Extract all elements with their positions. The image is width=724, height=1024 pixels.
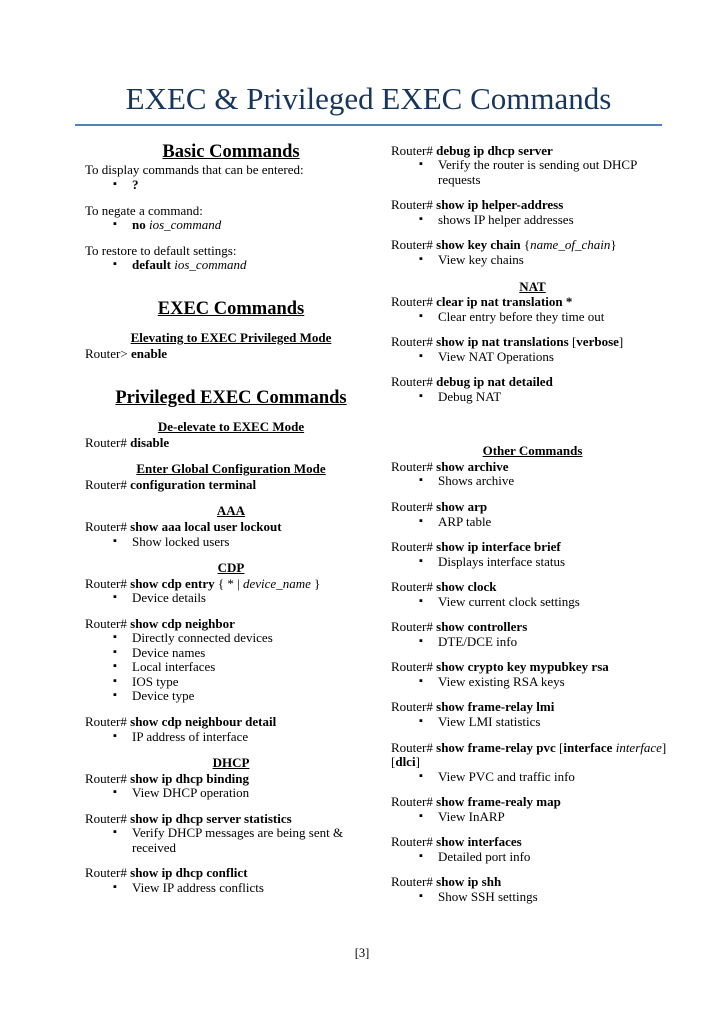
command-text: interface [615, 739, 662, 755]
command-text: show frame-realy map [436, 794, 561, 810]
command-text: show controllers [436, 619, 528, 635]
bullet-text: Displays interface status [438, 553, 566, 569]
command-line [85, 866, 377, 881]
command-text: Router# [85, 575, 131, 591]
bullet-list [391, 770, 674, 785]
command-line [391, 580, 674, 595]
command-text: Router# [391, 294, 437, 310]
command-block [391, 460, 674, 489]
bullet-text: Verify the router is sending out DHCP requests [438, 157, 637, 187]
command-block [391, 500, 674, 529]
page-number: [3] [354, 946, 370, 960]
command-text: verbose [576, 334, 619, 350]
command-text: { * | [217, 575, 243, 591]
command-text: name_of_chain [530, 237, 611, 253]
heading-text: Privileged EXEC Commands [115, 387, 347, 408]
command-block [391, 335, 674, 364]
bullet-list [391, 350, 674, 365]
bullet-list [391, 635, 674, 650]
command-line [391, 460, 674, 475]
heading-text: CDP [217, 560, 245, 576]
bullet-text: View IP address conflicts [132, 879, 264, 895]
command-block [85, 866, 377, 895]
command-line [391, 335, 674, 350]
command-text: { [523, 237, 531, 253]
command-text: configuration terminal [130, 476, 257, 492]
command-text: To negate a command: [85, 202, 203, 218]
bullet-list [85, 881, 377, 896]
section-heading [85, 299, 377, 320]
subsection-heading [85, 561, 377, 576]
bullet-text: View PVC and traffic info [438, 768, 575, 784]
command-line [85, 577, 377, 592]
bullet-list [391, 850, 674, 865]
command-text: Router# [85, 865, 131, 881]
command-block [85, 204, 377, 233]
command-text: show frame-relay pvc [436, 739, 556, 755]
bullet-list [391, 595, 674, 610]
bullet-item [111, 826, 377, 855]
command-text: debug ip nat detailed [436, 374, 553, 390]
bullet-item [417, 474, 674, 489]
command-line [391, 875, 674, 890]
bullet-text: Clear entry before they time out [438, 308, 605, 324]
command-block [85, 436, 377, 451]
command-text: Router# [85, 770, 131, 786]
bullet-item [417, 350, 674, 365]
bullet-list [85, 535, 377, 550]
heading-text: DHCP [212, 755, 250, 771]
bullet-list [391, 158, 674, 187]
command-text: show cdp neighbour detail [130, 714, 277, 729]
bullet-text: shows IP helper addresses [438, 211, 574, 227]
bullet-list [391, 555, 674, 570]
subsection-heading [85, 462, 377, 477]
command-block [85, 772, 377, 801]
bullet-list [391, 810, 674, 825]
bullet-item [111, 591, 377, 606]
bullet-text: ios_command [148, 217, 222, 233]
command-block [391, 580, 674, 609]
command-line [85, 204, 377, 219]
bullet-text: IOS type [132, 673, 179, 689]
command-text: show frame-relay lmi [436, 699, 555, 715]
page-header [75, 0, 662, 126]
command-line [391, 198, 674, 213]
two-column-body [85, 142, 674, 905]
command-line [85, 244, 377, 259]
command-text: enable [130, 345, 168, 361]
command-text: show ip shh [436, 874, 502, 890]
command-line [391, 500, 674, 515]
command-text: show ip dhcp binding [130, 770, 250, 786]
command-block [85, 244, 377, 273]
bullet-item [111, 631, 377, 646]
bullet-text: no [132, 217, 149, 233]
heading-text: Elevating to EXEC Privileged Mode [130, 330, 332, 346]
bullet-text: default [132, 257, 175, 273]
bullet-item [417, 515, 674, 530]
command-line [391, 238, 674, 253]
heading-text: EXEC Commands [157, 298, 305, 319]
command-line [391, 375, 674, 390]
command-text: To restore to default settings: [85, 242, 237, 258]
command-text: ] [618, 334, 624, 350]
command-text: show ip interface brief [436, 539, 561, 555]
command-text: Router# [391, 237, 437, 253]
bullet-list [391, 515, 674, 530]
bullet-item [417, 310, 674, 325]
command-text: show interfaces [436, 834, 522, 850]
command-text: interface [563, 739, 613, 755]
command-line [391, 540, 674, 555]
command-line [391, 144, 674, 159]
command-line [391, 741, 674, 770]
bullet-text: Device details [132, 590, 206, 606]
command-block [85, 163, 377, 192]
command-text: show arp [436, 499, 488, 515]
command-text: Router# [391, 374, 437, 390]
subsection-heading [391, 280, 674, 295]
command-line [85, 772, 377, 787]
command-block [391, 620, 674, 649]
command-text: disable [130, 434, 170, 450]
bullet-text: View InARP [438, 808, 505, 824]
command-text: show clock [436, 579, 497, 595]
bullet-item [111, 258, 377, 273]
bullet-list [85, 218, 377, 233]
bullet-text: Debug NAT [438, 388, 502, 404]
bullet-text: Directly connected devices [132, 630, 273, 646]
command-text: show ip dhcp conflict [130, 865, 248, 881]
bullet-item [111, 646, 377, 661]
command-block [85, 520, 377, 549]
bullet-item [417, 253, 674, 268]
bullet-list [391, 253, 674, 268]
bullet-item [111, 535, 377, 550]
command-block [85, 617, 377, 704]
command-text: Router# [391, 142, 437, 158]
bullet-text: DTE/DCE info [438, 633, 518, 649]
command-block [85, 715, 377, 744]
bullet-item [417, 555, 674, 570]
command-block [391, 198, 674, 227]
command-text: Router# [391, 619, 437, 635]
command-text: Router# [391, 794, 437, 810]
bullet-text: Device type [132, 688, 195, 704]
heading-text: NAT [519, 278, 546, 294]
command-text: show crypto key mypubkey rsa [436, 659, 609, 675]
bullet-list [85, 591, 377, 606]
bullet-list [391, 213, 674, 228]
bullet-text: ? [132, 176, 139, 192]
bullet-text: IP address of interface [132, 728, 249, 744]
command-text: show ip dhcp server statistics [130, 810, 292, 826]
heading-text: Basic Commands [162, 141, 300, 162]
bullet-item [417, 770, 674, 785]
bullet-item [417, 675, 674, 690]
bullet-text: Detailed port info [438, 848, 531, 864]
command-block [391, 295, 674, 324]
command-text: Router# [85, 615, 131, 631]
subsection-heading [85, 420, 377, 435]
command-text: Router# [85, 476, 131, 492]
command-text: device_name [243, 575, 311, 591]
command-block [391, 700, 674, 729]
command-text: Router# [391, 834, 437, 850]
command-block [391, 835, 674, 864]
bullet-text: View DHCP operation [132, 785, 250, 801]
command-text: show cdp entry [130, 575, 218, 591]
command-text: } [610, 237, 617, 253]
subsection-heading [85, 504, 377, 519]
command-text: Router# [85, 518, 131, 534]
command-text: To display commands that can be entered: [85, 162, 304, 178]
command-block [391, 875, 674, 904]
bullet-item [417, 810, 674, 825]
command-block [85, 478, 377, 493]
bullet-list [85, 258, 377, 273]
command-block [85, 577, 377, 606]
bullet-item [417, 715, 674, 730]
bullet-text: View key chains [438, 252, 524, 267]
bullet-item [111, 730, 377, 745]
bullet-text: Device names [132, 644, 206, 660]
bullet-item [417, 158, 674, 187]
bullet-text: ARP table [438, 513, 492, 529]
bullet-item [417, 213, 674, 228]
command-text: Router# [85, 810, 131, 826]
bullet-list [85, 178, 377, 193]
bullet-item [111, 786, 377, 801]
section-heading [85, 388, 377, 409]
bullet-text: Local interfaces [132, 659, 216, 675]
command-text: Router# [391, 739, 437, 755]
bullet-item [417, 890, 674, 905]
command-text: show key chain [436, 237, 524, 253]
bullet-list [391, 310, 674, 325]
bullet-text: Show SSH settings [438, 888, 538, 904]
command-line [85, 478, 377, 493]
command-line [391, 700, 674, 715]
command-text: Router> [85, 345, 131, 361]
bullet-list [391, 390, 674, 405]
bullet-item [111, 675, 377, 690]
command-line [391, 835, 674, 850]
command-text: ] [415, 754, 420, 770]
bullet-item [417, 595, 674, 610]
command-text: Router# [391, 499, 437, 515]
command-line [85, 520, 377, 535]
bullet-text: Verify DHCP messages are being sent & received [132, 825, 344, 855]
command-block [391, 660, 674, 689]
bullet-item [111, 178, 377, 193]
column-left [85, 142, 377, 905]
subsection-heading [85, 756, 377, 771]
command-line [391, 620, 674, 635]
command-line [391, 295, 674, 310]
heading-text: Other Commands [482, 443, 583, 459]
bullet-item [111, 689, 377, 704]
command-block [391, 375, 674, 404]
command-line [85, 812, 377, 827]
command-block [391, 540, 674, 569]
bullet-list [391, 474, 674, 489]
subsection-heading [391, 444, 674, 459]
command-text: show aaa local user lockout [130, 518, 282, 534]
command-text: [ [568, 334, 577, 350]
command-line [85, 617, 377, 632]
bullet-list [85, 730, 377, 745]
command-text: clear ip nat translation * [436, 294, 573, 310]
command-block [391, 741, 674, 785]
command-text: show ip nat translations [436, 334, 569, 350]
bullet-item [111, 660, 377, 675]
command-line [391, 660, 674, 675]
command-text: Router# [391, 874, 437, 890]
subsection-heading [85, 331, 377, 346]
command-text: Router# [391, 197, 437, 213]
command-text: ] [ [391, 739, 667, 770]
command-text: Router# [391, 659, 437, 675]
command-text: Router# [391, 579, 437, 595]
command-block [85, 347, 377, 362]
bullet-item [417, 850, 674, 865]
command-text: show cdp neighbor [130, 615, 235, 631]
command-line [85, 715, 377, 730]
bullet-text: View existing RSA keys [438, 673, 565, 689]
bullet-list [391, 715, 674, 730]
bullet-item [111, 218, 377, 233]
bullet-text: View LMI statistics [438, 714, 541, 730]
command-text: [ [555, 739, 564, 755]
heading-text: AAA [216, 503, 246, 519]
bullet-text: View current clock settings [438, 593, 580, 609]
command-text: Router# [391, 458, 437, 474]
command-text: show ip helper-address [436, 197, 564, 213]
command-block [391, 795, 674, 824]
column-right [391, 142, 674, 905]
bullet-text: View NAT Operations [438, 348, 554, 364]
command-text: Router# [391, 699, 437, 715]
command-text: dlci [395, 754, 416, 770]
command-text: } [310, 575, 321, 591]
page-title: EXEC & Privileged EXEC Commands [125, 81, 612, 116]
command-text: Router# [85, 714, 131, 729]
command-text: Router# [391, 539, 437, 555]
bullet-list [391, 675, 674, 690]
bullet-text: Shows archive [438, 473, 515, 489]
command-text: show archive [436, 458, 509, 474]
bullet-text: Show locked users [132, 533, 230, 549]
bullet-item [417, 635, 674, 650]
bullet-list [391, 890, 674, 905]
bullet-text: ios_command [174, 257, 247, 273]
command-line [85, 347, 377, 362]
bullet-list [85, 631, 377, 704]
command-block [391, 238, 674, 267]
section-heading [85, 142, 377, 163]
bullet-list [85, 786, 377, 801]
command-line [85, 163, 377, 178]
command-text: debug ip dhcp server [436, 142, 553, 158]
command-block [391, 144, 674, 188]
bullet-item [111, 881, 377, 896]
command-text: Router# [85, 434, 131, 450]
bullet-list [85, 826, 377, 855]
bullet-item [417, 390, 674, 405]
command-text: Router# [391, 334, 437, 350]
command-line [391, 795, 674, 810]
command-block [85, 812, 377, 856]
heading-text: Enter Global Configuration Mode [136, 461, 326, 477]
heading-text: De-elevate to EXEC Mode [157, 419, 305, 435]
command-line [85, 436, 377, 451]
